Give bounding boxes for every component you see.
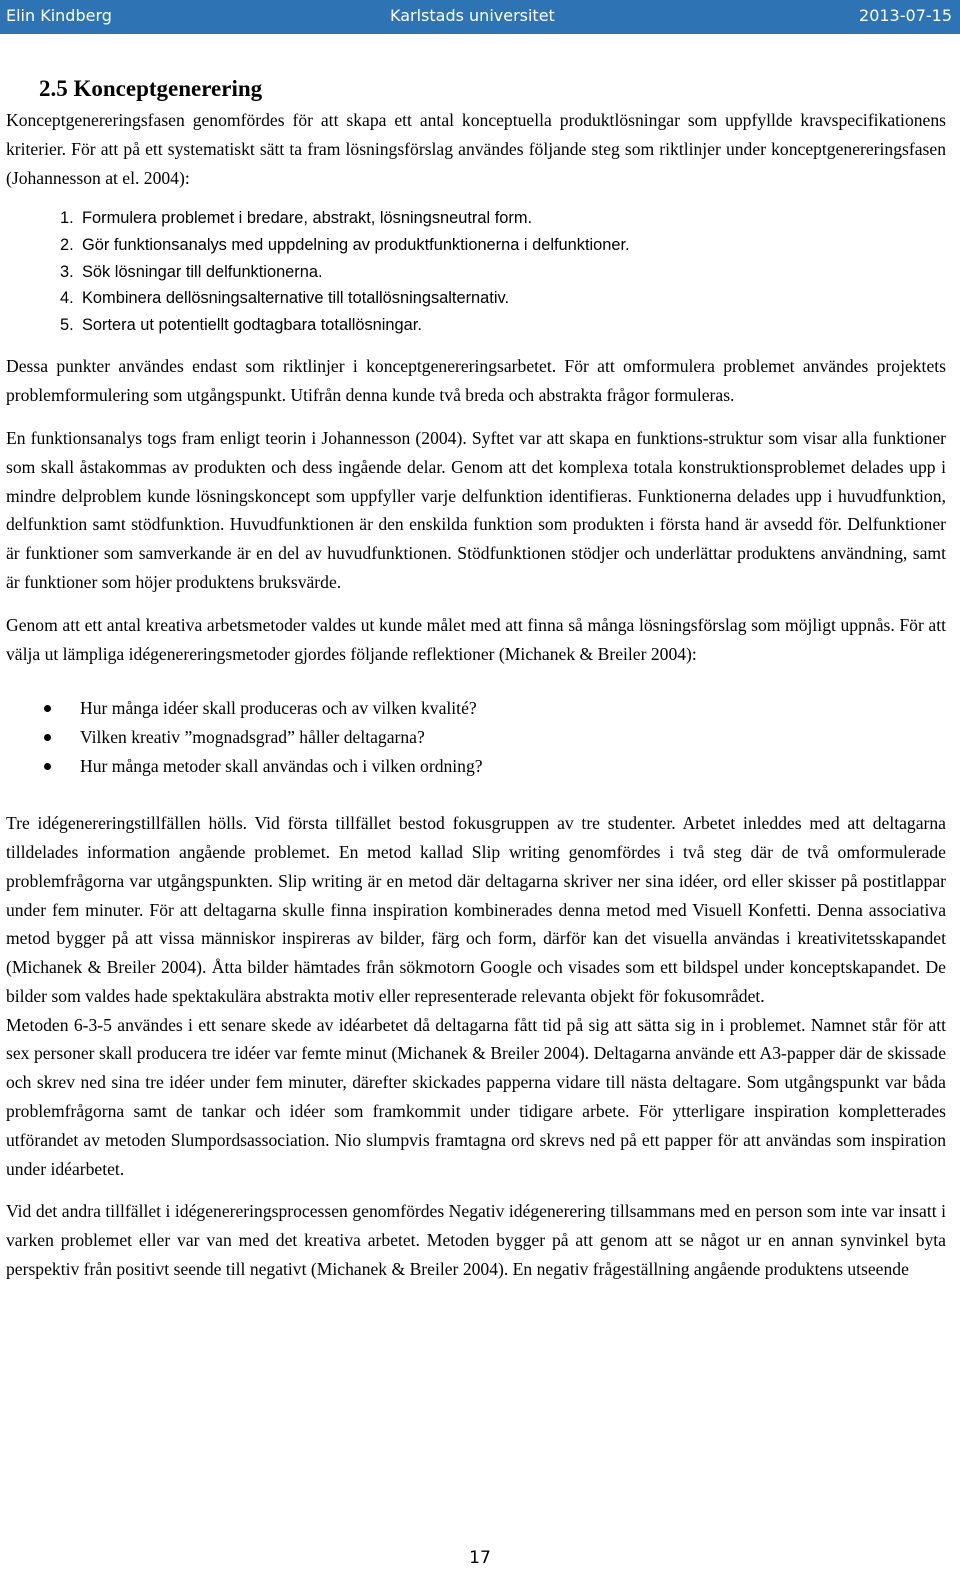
- step-text: Sortera ut potentiellt godtagbara totallösningar.: [82, 315, 422, 334]
- document-body: [6, 70, 946, 1284]
- page-header: [0, 0, 960, 34]
- bullet-icon: [44, 763, 51, 770]
- header-date: 2013-07-15: [859, 6, 952, 25]
- bullet-icon: [44, 705, 51, 712]
- list-item: [6, 205, 946, 232]
- paragraph-riktlinjer: Dessa punkter användes endast som riktlinjer i konceptgenereringsarbetet. För att omformulera problemet användes projektets problemformulering som utgångspunkt. Utifrån denna kunde två breda och abstrakta frågor formuleras.: [6, 356, 946, 406]
- list-item: [6, 285, 946, 312]
- header-author: Elin Kindberg: [6, 6, 112, 25]
- list-item: [6, 312, 946, 339]
- step-number: 4.: [60, 289, 74, 308]
- step-text: Gör funktionsanalys med uppdelning av produktfunktionerna i delfunktioner.: [82, 235, 630, 254]
- paragraph-negativ-idegenerering: Vid det andra tillfället i idégenereringsprocessen genomfördes Negativ idégenerering tillsammans med en person som inte var insatt i varken problemet eller var van med det kreativa arbetet. Metoden bygger på att genom att se något ur en annan synvinkel byta perspektiv från positivt seende till negativt (Michanek & Breiler 2004). En negativ frågeställning angående produktens utseende: [6, 1201, 946, 1280]
- step-text: Kombinera dellösningsalternative till totallösningsalternativ.: [82, 289, 509, 308]
- questions-list: [6, 694, 946, 780]
- paragraph-arbetsmetoder: Genom att ett antal kreativa arbetsmetoder valdes ut kunde målet med att finna så många lösningsförslag som möjligt uppnås. För att välja ut lämpliga idégenereringsmetoder gjordes följande reflektioner (Michanek & Breiler 2004):: [6, 614, 946, 664]
- section-title: 2.5 Konceptgenerering: [39, 76, 263, 101]
- paragraph-funktionsanalys: En funktionsanalys togs fram enligt teorin i Johannesson (2004). Syftet var att skapa en funktions-struktur som visar alla funktioner som skall åstakommas av produkten och dess ingående delar. Genom att det komplexa totala konstruktionsproblemet delades upp i mindre delproblem kunde lösningskoncept som uppfyller varje delfunktion identifieras. Funktionerna delades upp i huvudfunktion, delfunktion samt stödfunktion. Huvudfunktionen är den enskilda funktion som produkten i första hand är avsedd för. Delfunktioner är funktioner som samverkande är en del av huvudfunktionen. Stödfunktionen stödjer och underlättar produktens användning, samt är funktioner som höjer produktens bruksvärde.: [6, 427, 946, 592]
- bullet-icon: [44, 734, 51, 741]
- question-text: Hur många idéer skall produceras och av vilken kvalité?: [80, 698, 477, 719]
- paragraph-idegenerering: Tre idégenereringstillfällen hölls. Vid första tillfället bestod fokusgruppen av tre studenter. Arbetet inleddes med att deltagarna tilldelades information angående problemet. En metod kallad Slip writing genomfördes i två steg där de två omformulerade problemfrågorna var utgångspunkten. Slip writing är en metod där deltagarna skriver ner sina idéer, ord eller skisser på postitlappar under fem minuter. För att deltagarna skulle finna inspiration kombinerades denna metod med Visuell Konfetti. Denna associativa metod bygger på att vissa människor inspireras av bilder, färg och form, därför kan det visuella användas i kreativitetsskapandet (Michanek & Breiler 2004). Åtta bilder hämtades från sökmotorn Google och visades som ett bildspel under konceptskapandet. De bilder som valdes hade spektakulära abstrakta motiv eller representerade relevanta objekt för fokusområdet.: [6, 813, 946, 1006]
- list-item: [6, 232, 946, 259]
- step-text: Sök lösningar till delfunktionerna.: [82, 262, 323, 281]
- paragraph-metoden-635: Metoden 6-3-5 användes i ett senare skede av idéarbetet då deltagarna fått tid på sig att sätta sig in i problemet. Namnet står för att sex personer skall producera tre idéer var femte minut (Michanek & Breiler 2004). Deltagarna använde ett A3-papper där de skissade och skrev ned sina tre idéer under fem minuter, därefter skickades papperna vidare till nästa deltagare. Som utgångspunkt var båda problemfrågorna samt de tankar och idéer som framkommit under tidigare arbete. För ytterligare inspiration kompletterades utförandet av metoden Slumpordsassociation. Nio slumpvis framtagna ord skrevs ned på ett papper för att användas som inspiration under idéarbetet.: [6, 1014, 946, 1179]
- step-number: 3.: [60, 262, 74, 281]
- page-number: 17: [469, 1548, 491, 1568]
- step-number: 2.: [60, 235, 74, 254]
- intro-paragraph: Konceptgenereringsfasen genomfördes för att skapa ett antal konceptuella produktlösningar som uppfyllde kravspecifikationens kriterier. För att på ett systematiskt sätt ta fram lösningsförslag användes följande steg som riktlinjer under konceptgenereringsfasen (Johannesson at el. 2004):: [6, 110, 946, 188]
- steps-list: [6, 205, 946, 338]
- header-university: Karlstads universitet: [390, 6, 555, 25]
- question-text: Vilken kreativ ”mognadsgrad” håller deltagarna?: [80, 726, 425, 747]
- step-number: 5.: [60, 315, 74, 334]
- list-item: [6, 694, 946, 723]
- step-text: Formulera problemet i bredare, abstrakt, lösningsneutral form.: [82, 209, 533, 228]
- list-item: [6, 723, 946, 752]
- question-text: Hur många metoder skall användas och i vilken ordning?: [80, 755, 483, 776]
- list-item: [6, 259, 946, 286]
- list-item: [6, 752, 946, 781]
- step-number: 1.: [60, 209, 74, 228]
